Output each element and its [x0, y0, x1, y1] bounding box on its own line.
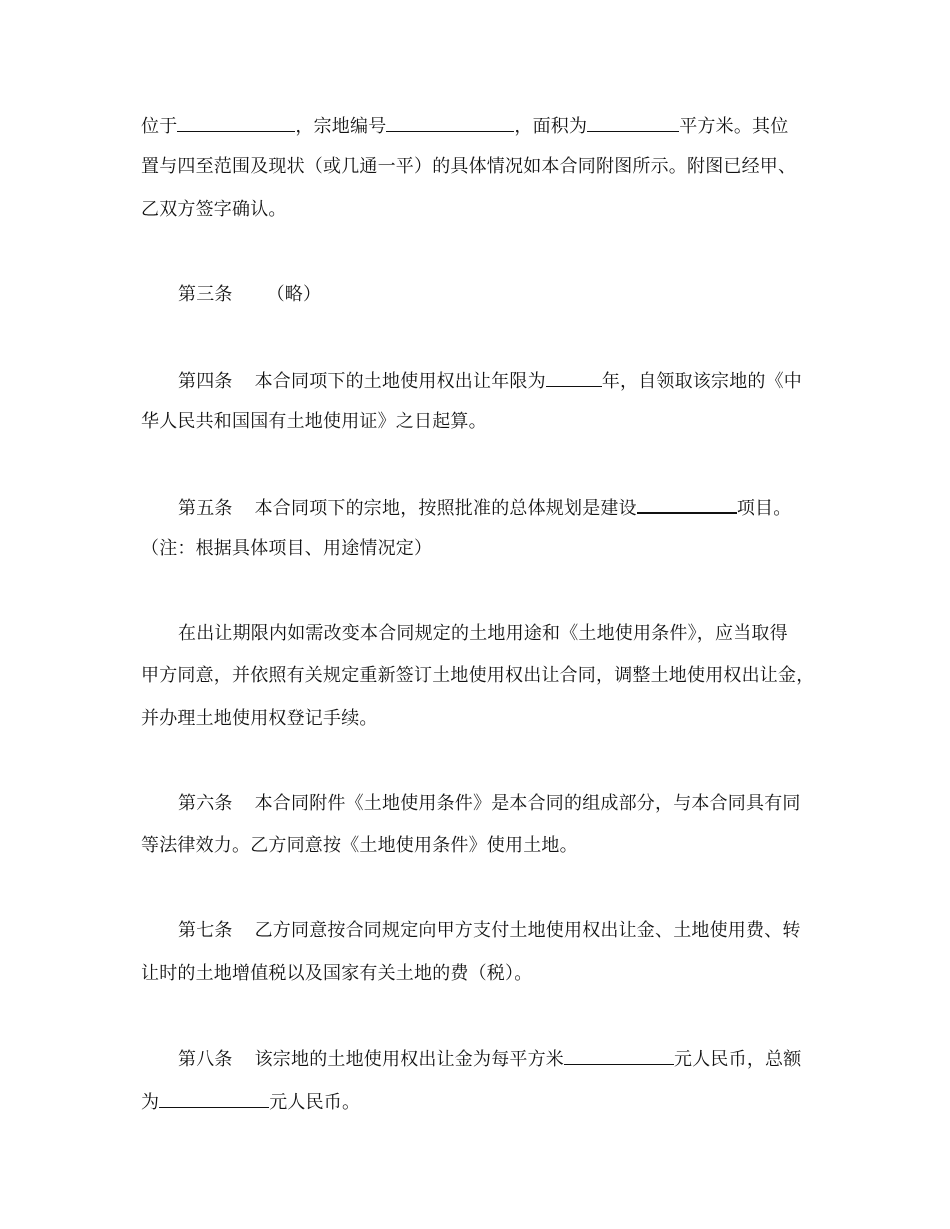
paragraph-line-3: 并办理土地使用权登记手续。 [141, 708, 378, 729]
clause-2-line-1 [141, 113, 788, 139]
article-8-line-1 [178, 1046, 801, 1072]
article-6-line-2: 等法律效力。乙方同意按《土地使用条件》使用土地。 [141, 835, 578, 856]
article-3 [178, 283, 321, 307]
article-text: 本合同附件《土地使用条件》是本合同的组成部分，与本合同具有同 [254, 793, 801, 814]
article-number: 第四条 [178, 371, 233, 392]
text-segment: 位于 [141, 116, 178, 137]
article-7-line-1 [178, 919, 801, 943]
text-segment: 本合同项下的土地使用权出让年限为 [254, 371, 546, 392]
article-text: 乙方同意按合同规定向甲方支付土地使用权出让金、土地使用费、转 [254, 920, 801, 941]
location-blank[interactable] [177, 113, 295, 132]
article-6-line-1 [178, 792, 801, 816]
total-amount-blank[interactable] [159, 1089, 269, 1108]
article-number: 第六条 [178, 793, 233, 814]
article-5-note: （注：根据具体项目、用途情况定） [141, 538, 433, 559]
text-segment: 该宗地的土地使用权出让金为每平方米 [254, 1049, 565, 1070]
term-years-blank[interactable] [546, 368, 602, 387]
text-segment: ，面积为 [514, 116, 588, 137]
article-number: 第五条 [178, 498, 233, 519]
text-segment: 元人民币。 [269, 1092, 361, 1113]
project-blank[interactable] [637, 494, 737, 514]
parcel-number-blank[interactable] [386, 113, 514, 132]
article-7-line-2: 让时的土地增值税以及国家有关土地的费（税）。 [141, 963, 533, 984]
clause-2-line-3: 乙双方签字确认。 [141, 199, 287, 220]
text-segment: 本合同项下的宗地，按照批准的总体规划是建设 [254, 498, 637, 519]
article-4-line-2: 华人民共和国国有土地使用证》之日起算。 [141, 411, 487, 432]
paragraph-line-1: 在出让期限内如需改变本合同规定的土地用途和《土地使用条件》，应当取得 [178, 623, 788, 644]
paragraph-line-2: 甲方同意，并依照有关规定重新签订土地使用权出让合同，调整土地使用权出让金， [141, 665, 815, 686]
article-number: 第八条 [178, 1049, 233, 1070]
article-text: （略） [266, 284, 322, 305]
text-segment: ，宗地编号 [295, 116, 387, 137]
price-per-sqm-blank[interactable] [564, 1046, 674, 1065]
article-8-line-2 [141, 1089, 360, 1115]
text-segment: 元人民币，总额 [674, 1049, 802, 1070]
article-number: 第三条 [178, 284, 233, 305]
clause-2-line-2: 置与四至范围及现状（或几通一平）的具体情况如本合同附图所示。附图已经甲、 [141, 156, 797, 177]
text-segment: 为 [141, 1092, 160, 1113]
article-number: 第七条 [178, 920, 233, 941]
article-5-line-1 [178, 494, 791, 521]
area-blank[interactable] [587, 113, 679, 132]
text-segment: 年，自领取该宗地的《中 [601, 371, 803, 392]
article-4-line-1 [178, 368, 802, 394]
text-segment: 平方米。其位 [679, 116, 789, 137]
text-segment: 项目。 [736, 498, 792, 519]
